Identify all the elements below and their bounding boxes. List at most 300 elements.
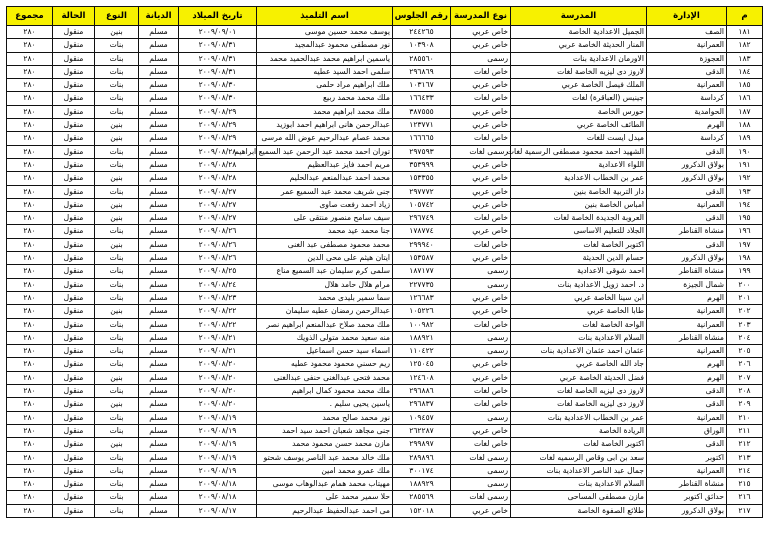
table-row — [7, 438, 763, 451]
cell-total: ٢٨٠ — [7, 464, 53, 477]
header-student-name: اسم التلميذ — [257, 7, 393, 26]
cell-seat-number: ١٧٨٧٧٤ — [393, 225, 451, 238]
cell-seat-number: ٢٢٧٧٣٥ — [393, 278, 451, 291]
cell-seat-number: ١٥٢٠١٨ — [393, 504, 451, 517]
cell-student-name: ملك خالد محمد عبد الناصر يوسف شحتو — [257, 451, 393, 464]
cell-student-name: مرام هلال حامد هلال — [257, 278, 393, 291]
cell-school: عمر بن الخطاب الاعدادية — [511, 172, 647, 185]
cell-gender: بنات — [95, 65, 139, 78]
cell-school-type: رسمى — [451, 52, 511, 65]
cell-school: الواحة الخاصة لغات — [511, 318, 647, 331]
cell-school-type: خاص لغات — [451, 92, 511, 105]
cell-gender: بنات — [95, 358, 139, 371]
cell-school-type: خاص عربي — [451, 119, 511, 132]
cell-student-name: سلمى كرم سليمان عبد السميع مناع — [257, 265, 393, 278]
cell-index: ١٨٧ — [727, 105, 763, 118]
cell-religion: مسلم — [139, 278, 179, 291]
cell-birth-date: ٢٠٠٩/٠٨/٢٣ — [179, 291, 257, 304]
header-row — [7, 7, 763, 26]
table-row — [7, 172, 763, 185]
cell-birth-date: ٢٠٠٩/٠٨/٢٠ — [179, 398, 257, 411]
cell-index: ١٩١ — [727, 158, 763, 171]
cell-status: منقول — [53, 424, 95, 437]
cell-index: ٢٠٧ — [727, 371, 763, 384]
cell-index: ٢١٦ — [727, 491, 763, 504]
header-school: المدرسة — [511, 7, 647, 26]
cell-total: ٢٨٠ — [7, 318, 53, 331]
cell-student-name: ملك عمرو محمد امين — [257, 464, 393, 477]
cell-birth-date: ٢٠٠٩/٠٨/٢٦ — [179, 225, 257, 238]
cell-religion: مسلم — [139, 238, 179, 251]
cell-index: ١٨٤ — [727, 65, 763, 78]
cell-student-name: يوسف محمد حسين موسى — [257, 26, 393, 39]
cell-school-type: خاص لغات — [451, 132, 511, 145]
cell-birth-date: ٢٠٠٩/٠٨/٢٦ — [179, 252, 257, 265]
cell-gender: بنات — [95, 491, 139, 504]
cell-school-type: رسمى — [451, 411, 511, 424]
cell-school-type: خاص عربي — [451, 172, 511, 185]
cell-school: الشهيد احمد محمود مصطفى الرسمية لغات — [511, 145, 647, 158]
cell-religion: مسلم — [139, 198, 179, 211]
cell-religion: مسلم — [139, 92, 179, 105]
cell-gender: بنات — [95, 291, 139, 304]
cell-student-name: عبدالرحمن هانى ابراهيم احمد ابوزيد — [257, 119, 393, 132]
table-row — [7, 39, 763, 52]
cell-gender: بنين — [95, 371, 139, 384]
cell-total: ٢٨٠ — [7, 478, 53, 491]
cell-birth-date: ٢٠٠٩/٠٨/٢١ — [179, 345, 257, 358]
table-row — [7, 385, 763, 398]
cell-student-name: مازن محمد حسن محمود محمد — [257, 438, 393, 451]
cell-school: د. احمد زويل الاعدادية بنات — [511, 278, 647, 291]
cell-administration: العمرانية — [647, 464, 727, 477]
header-status: الحالة — [53, 7, 95, 26]
table-row — [7, 252, 763, 265]
cell-religion: مسلم — [139, 65, 179, 78]
cell-birth-date: ٢٠٠٩/٠٨/٢٠ — [179, 358, 257, 371]
cell-school-type: خاص لغات — [451, 385, 511, 398]
cell-administration: الدقى — [647, 398, 727, 411]
cell-gender: بنات — [95, 39, 139, 52]
cell-gender: بنات — [95, 464, 139, 477]
cell-religion: مسلم — [139, 358, 179, 371]
cell-gender: بنين — [95, 132, 139, 145]
cell-religion: مسلم — [139, 185, 179, 198]
cell-index: ٢٠٢ — [727, 305, 763, 318]
cell-student-name: منه سعيد محمد متولى الذويك — [257, 331, 393, 344]
cell-total: ٢٨٠ — [7, 265, 53, 278]
cell-seat-number: ١٢٦٦٨٣ — [393, 291, 451, 304]
cell-birth-date: ٢٠٠٩/٠٨/٢٩ — [179, 105, 257, 118]
table-row — [7, 504, 763, 517]
cell-student-name: ياسمين ابراهيم محمد عبدالحميد محمد — [257, 52, 393, 65]
cell-student-name: نور مصطفى محمود عبدالمجيد — [257, 39, 393, 52]
cell-birth-date: ٢٠٠٩/٠٨/٢٩ — [179, 119, 257, 132]
cell-administration: بولاق الدكرور — [647, 172, 727, 185]
cell-student-name: جنا محمد عيد محمد — [257, 225, 393, 238]
cell-index: ١٨٨ — [727, 119, 763, 132]
header-birth-date: تاريخ الميلاد — [179, 7, 257, 26]
cell-religion: مسلم — [139, 464, 179, 477]
cell-religion: مسلم — [139, 212, 179, 225]
cell-seat-number: ١٦٦٦٦٥ — [393, 132, 451, 145]
cell-total: ٢٨٠ — [7, 278, 53, 291]
cell-religion: مسلم — [139, 385, 179, 398]
cell-student-name: ملك محمد محمود كمال ابراهيم — [257, 385, 393, 398]
cell-birth-date: ٢٠٠٩/٠٨/١٩ — [179, 451, 257, 464]
cell-birth-date: ٢٠٠٩/٠٨/١٧ — [179, 504, 257, 517]
header-total: مجموع — [7, 7, 53, 26]
cell-administration: الهرم — [647, 358, 727, 371]
cell-school-type: رسمى — [451, 265, 511, 278]
cell-status: منقول — [53, 305, 95, 318]
cell-student-name: ملك ابراهيم مراد حلمى — [257, 79, 393, 92]
cell-seat-number: ١٨٨٩٢٩ — [393, 478, 451, 491]
cell-administration: منشاة القناطر — [647, 265, 727, 278]
cell-gender: بنين — [95, 212, 139, 225]
cell-school: الجلاد للتعليم الاساسى — [511, 225, 647, 238]
cell-administration: العمرانية — [647, 345, 727, 358]
cell-school: المنار الحديثة الخاصة عربي — [511, 39, 647, 52]
cell-total: ٢٨٠ — [7, 291, 53, 304]
cell-birth-date: ٢٠٠٩/٠٨/٢٤ — [179, 278, 257, 291]
cell-school: مازن مصطفى المساحى — [511, 491, 647, 504]
cell-administration: العمرانية — [647, 198, 727, 211]
cell-total: ٢٨٠ — [7, 79, 53, 92]
cell-student-name: ملك محمد محمد ربيع — [257, 92, 393, 105]
cell-index: ٢٠٤ — [727, 331, 763, 344]
cell-religion: مسلم — [139, 26, 179, 39]
cell-index: ١٨٩ — [727, 132, 763, 145]
cell-school: السلام الاعدادية بنات — [511, 331, 647, 344]
table-row — [7, 398, 763, 411]
cell-birth-date: ٢٠٠٩/٠٨/٢٢ — [179, 305, 257, 318]
cell-student-name: مى احمد عبدالحفيظ عبدالرحيم — [257, 504, 393, 517]
cell-total: ٢٨٠ — [7, 504, 53, 517]
cell-administration: بولاق الدكرور — [647, 504, 727, 517]
cell-birth-date: ٢٠٠٩/٠٨/٢٨ — [179, 172, 257, 185]
cell-seat-number: ١٢٥٠٤٥ — [393, 358, 451, 371]
table-row — [7, 198, 763, 211]
cell-birth-date: ٢٠٠٩/٠٨/٢٦ — [179, 238, 257, 251]
cell-school-type: رسمى — [451, 464, 511, 477]
cell-status: منقول — [53, 105, 95, 118]
table-row — [7, 411, 763, 424]
cell-gender: بنات — [95, 265, 139, 278]
table-row — [7, 132, 763, 145]
cell-school: عثمان احمد عثمان الاعدادية بنات — [511, 345, 647, 358]
cell-seat-number: ٢٦٢٢٨٧ — [393, 424, 451, 437]
cell-gender: بنين — [95, 398, 139, 411]
cell-seat-number: ١٢٤٦٠٨ — [393, 371, 451, 384]
cell-religion: مسلم — [139, 451, 179, 464]
cell-administration: منشاة القناطر — [647, 225, 727, 238]
cell-religion: مسلم — [139, 265, 179, 278]
cell-school-type: رسمى لغات — [451, 491, 511, 504]
cell-gender: بنات — [95, 424, 139, 437]
header-seat-number: رقم الجلوس — [393, 7, 451, 26]
cell-seat-number: ٢٩٦٨٣٧ — [393, 398, 451, 411]
cell-school: دار التربية الخاصة بنين — [511, 185, 647, 198]
cell-index: ١٨٥ — [727, 79, 763, 92]
cell-seat-number: ٢٤٤٢٦٥ — [393, 26, 451, 39]
cell-total: ٢٨٠ — [7, 345, 53, 358]
cell-student-name: ملك محمد ابراهيم محمد — [257, 105, 393, 118]
cell-total: ٢٨٠ — [7, 358, 53, 371]
cell-birth-date: ٢٠٠٩/٠٨/١٩ — [179, 424, 257, 437]
cell-religion: مسلم — [139, 424, 179, 437]
table-row — [7, 371, 763, 384]
cell-index: ٢٠٠ — [727, 278, 763, 291]
cell-school: حورس الخاصة — [511, 105, 647, 118]
cell-birth-date: ٢٠٠٩/٠٨/٢١ — [179, 331, 257, 344]
cell-total: ٢٨٠ — [7, 105, 53, 118]
cell-status: منقول — [53, 252, 95, 265]
cell-student-name: ياسين يحيى سليم . — [257, 398, 393, 411]
cell-status: منقول — [53, 278, 95, 291]
cell-total: ٢٨٠ — [7, 39, 53, 52]
table-row — [7, 464, 763, 477]
cell-status: منقول — [53, 39, 95, 52]
cell-status: منقول — [53, 411, 95, 424]
cell-seat-number: ٢٨٥٥٦٠ — [393, 52, 451, 65]
cell-status: منقول — [53, 198, 95, 211]
cell-school-type: خاص عربي — [451, 105, 511, 118]
cell-school: اكتوبر الخاصة لغات — [511, 238, 647, 251]
cell-index: ٢٠٨ — [727, 385, 763, 398]
cell-gender: بنات — [95, 331, 139, 344]
cell-total: ٢٨٠ — [7, 398, 53, 411]
cell-administration: العمرانية — [647, 305, 727, 318]
cell-gender: بنات — [95, 504, 139, 517]
cell-total: ٢٨٠ — [7, 305, 53, 318]
table-row — [7, 478, 763, 491]
cell-total: ٢٨٠ — [7, 92, 53, 105]
cell-administration: منشاة القناطر — [647, 331, 727, 344]
header-index: م — [727, 7, 763, 26]
cell-student-name: سلمى احمد السيد عطيه — [257, 65, 393, 78]
cell-religion: مسلم — [139, 79, 179, 92]
cell-administration: الصف — [647, 26, 727, 39]
cell-index: ١٩٥ — [727, 212, 763, 225]
cell-student-name: عبدالرحمن رمضان عطيه سليمان — [257, 305, 393, 318]
cell-school-type: خاص عربي — [451, 291, 511, 304]
cell-school: الريادة الخاصة — [511, 424, 647, 437]
cell-gender: بنات — [95, 278, 139, 291]
table-row — [7, 305, 763, 318]
cell-religion: مسلم — [139, 132, 179, 145]
cell-seat-number: ٢٩٧٧٧٢ — [393, 185, 451, 198]
cell-index: ٢١٢ — [727, 438, 763, 451]
cell-gender: بنات — [95, 158, 139, 171]
table-row — [7, 26, 763, 39]
cell-school-type: خاص عربي — [451, 358, 511, 371]
cell-status: منقول — [53, 451, 95, 464]
table-row — [7, 145, 763, 158]
cell-administration: حدائق اكتوبر — [647, 491, 727, 504]
cell-index: ١٩٨ — [727, 252, 763, 265]
table-row — [7, 265, 763, 278]
cell-gender: بنات — [95, 385, 139, 398]
cell-gender: بنات — [95, 451, 139, 464]
cell-religion: مسلم — [139, 291, 179, 304]
cell-administration: منشاة القناطر — [647, 478, 727, 491]
cell-religion: مسلم — [139, 172, 179, 185]
cell-gender: بنات — [95, 252, 139, 265]
cell-student-name: سما سمير بليدى محمد — [257, 291, 393, 304]
table-row — [7, 318, 763, 331]
table-row — [7, 92, 763, 105]
cell-total: ٢٨٠ — [7, 411, 53, 424]
cell-school: احمد شوقى الاعدادية — [511, 265, 647, 278]
cell-status: منقول — [53, 504, 95, 517]
cell-index: ١٩٤ — [727, 198, 763, 211]
cell-total: ٢٨٠ — [7, 252, 53, 265]
cell-birth-date: ٢٠٠٩/٠٨/٣١ — [179, 65, 257, 78]
cell-school-type: خاص عربي — [451, 371, 511, 384]
cell-administration: العجوزة — [647, 52, 727, 65]
cell-status: منقول — [53, 265, 95, 278]
cell-school-type: رسمى — [451, 331, 511, 344]
cell-status: منقول — [53, 318, 95, 331]
cell-birth-date: ٢٠٠٩/٠٨/١٩ — [179, 438, 257, 451]
cell-administration: كرداسة — [647, 132, 727, 145]
cell-religion: مسلم — [139, 398, 179, 411]
cell-school: اللواء الاعدادية — [511, 158, 647, 171]
cell-student-name: حلا سمير محمد على — [257, 491, 393, 504]
cell-seat-number: ٢٩٩٩٤٠ — [393, 238, 451, 251]
cell-seat-number: ٣٠٠١٧٤ — [393, 464, 451, 477]
cell-school-type: رسمى لغات — [451, 145, 511, 158]
cell-school-type: خاص لغات — [451, 318, 511, 331]
cell-religion: مسلم — [139, 371, 179, 384]
header-school-type: نوع المدرسة — [451, 7, 511, 26]
cell-school-type: رسمى — [451, 345, 511, 358]
table-row — [7, 158, 763, 171]
cell-seat-number: ٣٥٣٩٩٩ — [393, 158, 451, 171]
cell-student-name: اسماء سيد حسن اسماعيل — [257, 345, 393, 358]
cell-status: منقول — [53, 478, 95, 491]
cell-gender: بنات — [95, 225, 139, 238]
cell-school-type: رسمى — [451, 278, 511, 291]
cell-administration: بولاق الدكرور — [647, 158, 727, 171]
cell-total: ٢٨٠ — [7, 198, 53, 211]
cell-total: ٢٨٠ — [7, 424, 53, 437]
cell-school: امباس الخاصة بنين — [511, 198, 647, 211]
cell-religion: مسلم — [139, 504, 179, 517]
cell-student-name: جنى شريف محمد عبد السميع عمر — [257, 185, 393, 198]
cell-seat-number: ١١٠٤٢٢ — [393, 345, 451, 358]
cell-school: فضل الحديثة الخاصة عربي — [511, 371, 647, 384]
cell-seat-number: ١٥٣٥٨٧ — [393, 252, 451, 265]
cell-school-type: خاص عربي — [451, 39, 511, 52]
cell-status: منقول — [53, 385, 95, 398]
cell-status: منقول — [53, 185, 95, 198]
cell-seat-number: ٢٩٦٨٨٦ — [393, 385, 451, 398]
cell-student-name: محمد فتحى عبدالغنى حنفى عبدالغنى — [257, 371, 393, 384]
cell-school-type: خاص عربي — [451, 185, 511, 198]
cell-total: ٢٨٠ — [7, 385, 53, 398]
cell-gender: بنات — [95, 345, 139, 358]
cell-gender: بنين — [95, 198, 139, 211]
cell-school-type: خاص لغات — [451, 398, 511, 411]
cell-school-type: خاص لغات — [451, 65, 511, 78]
cell-seat-number: ٢٨٩٨٩٦ — [393, 451, 451, 464]
cell-gender: بنات — [95, 52, 139, 65]
cell-school-type: خاص لغات — [451, 238, 511, 251]
cell-school: جاد الله الخاصة عربي — [511, 358, 647, 371]
cell-school: جمال عبد الناصر الاعدادية بنات — [511, 464, 647, 477]
cell-index: ٢٠٥ — [727, 345, 763, 358]
cell-administration: العمرانية — [647, 79, 727, 92]
cell-seat-number: ٣٨٧٥٥٥ — [393, 105, 451, 118]
cell-gender: بنات — [95, 79, 139, 92]
cell-seat-number: ١٨٨٩٢١ — [393, 331, 451, 344]
cell-total: ٢٨٠ — [7, 451, 53, 464]
cell-administration: الحوامدية — [647, 105, 727, 118]
cell-religion: مسلم — [139, 478, 179, 491]
cell-status: منقول — [53, 358, 95, 371]
cell-student-name: محمد احمد عبدالمنعم عبدالحليم — [257, 172, 393, 185]
cell-administration: العمرانية — [647, 318, 727, 331]
table-row — [7, 212, 763, 225]
cell-total: ٢٨٠ — [7, 52, 53, 65]
students-table — [6, 6, 763, 518]
cell-birth-date: ٢٠٠٩/٠٨/١٨ — [179, 478, 257, 491]
cell-index: ١٨١ — [727, 26, 763, 39]
cell-index: ١٨٦ — [727, 92, 763, 105]
cell-seat-number: ١٠٥٢٢٦ — [393, 305, 451, 318]
cell-religion: مسلم — [139, 39, 179, 52]
cell-administration: الوراق — [647, 424, 727, 437]
cell-school: العروبة الجديدة الخاصة لغات — [511, 212, 647, 225]
cell-administration: الدقى — [647, 385, 727, 398]
cell-total: ٢٨٠ — [7, 132, 53, 145]
table-row — [7, 424, 763, 437]
cell-religion: مسلم — [139, 438, 179, 451]
cell-total: ٢٨٠ — [7, 371, 53, 384]
cell-school: جينيس (العباقرة) لغات — [511, 92, 647, 105]
table-row — [7, 185, 763, 198]
cell-religion: مسلم — [139, 225, 179, 238]
cell-index: ١٩٢ — [727, 172, 763, 185]
cell-birth-date: ٢٠٠٩/٠٨/١٩ — [179, 411, 257, 424]
cell-seat-number: ٢٩٩٨٩٧ — [393, 438, 451, 451]
cell-status: منقول — [53, 79, 95, 92]
cell-birth-date: ٢٠٠٩/٠٨/٢٠ — [179, 371, 257, 384]
cell-administration: كرداسة — [647, 92, 727, 105]
cell-school: الطائف الخاصة عربي — [511, 119, 647, 132]
cell-total: ٢٨٠ — [7, 145, 53, 158]
results-sheet — [6, 6, 762, 518]
cell-school-type: خاص عربي — [451, 26, 511, 39]
cell-birth-date: ٢٠٠٩/٠٨/٢٠ — [179, 385, 257, 398]
cell-administration: بولاق الدكرور — [647, 252, 727, 265]
header-gender: النوع — [95, 7, 139, 26]
cell-school: لاروز دى ليزيه الخاصة لغات — [511, 385, 647, 398]
cell-school-type: خاص عربي — [451, 79, 511, 92]
cell-school: ابن سينا الخاصة عربي — [511, 291, 647, 304]
cell-administration: الدقى — [647, 145, 727, 158]
cell-student-name: توران احمد محمد عبد الرحمن عبد السميع ابراهيم — [257, 145, 393, 158]
cell-birth-date: ٢٠٠٩/٠٨/٢٥ — [179, 265, 257, 278]
cell-seat-number: ٢٩٧٥٩٣ — [393, 145, 451, 158]
cell-status: منقول — [53, 92, 95, 105]
cell-school: اكتوبر الخاصة لغات — [511, 438, 647, 451]
cell-birth-date: ٢٠٠٩/٠٨/٢٨ — [179, 145, 257, 158]
cell-administration: العمرانية — [647, 39, 727, 52]
table-row — [7, 278, 763, 291]
